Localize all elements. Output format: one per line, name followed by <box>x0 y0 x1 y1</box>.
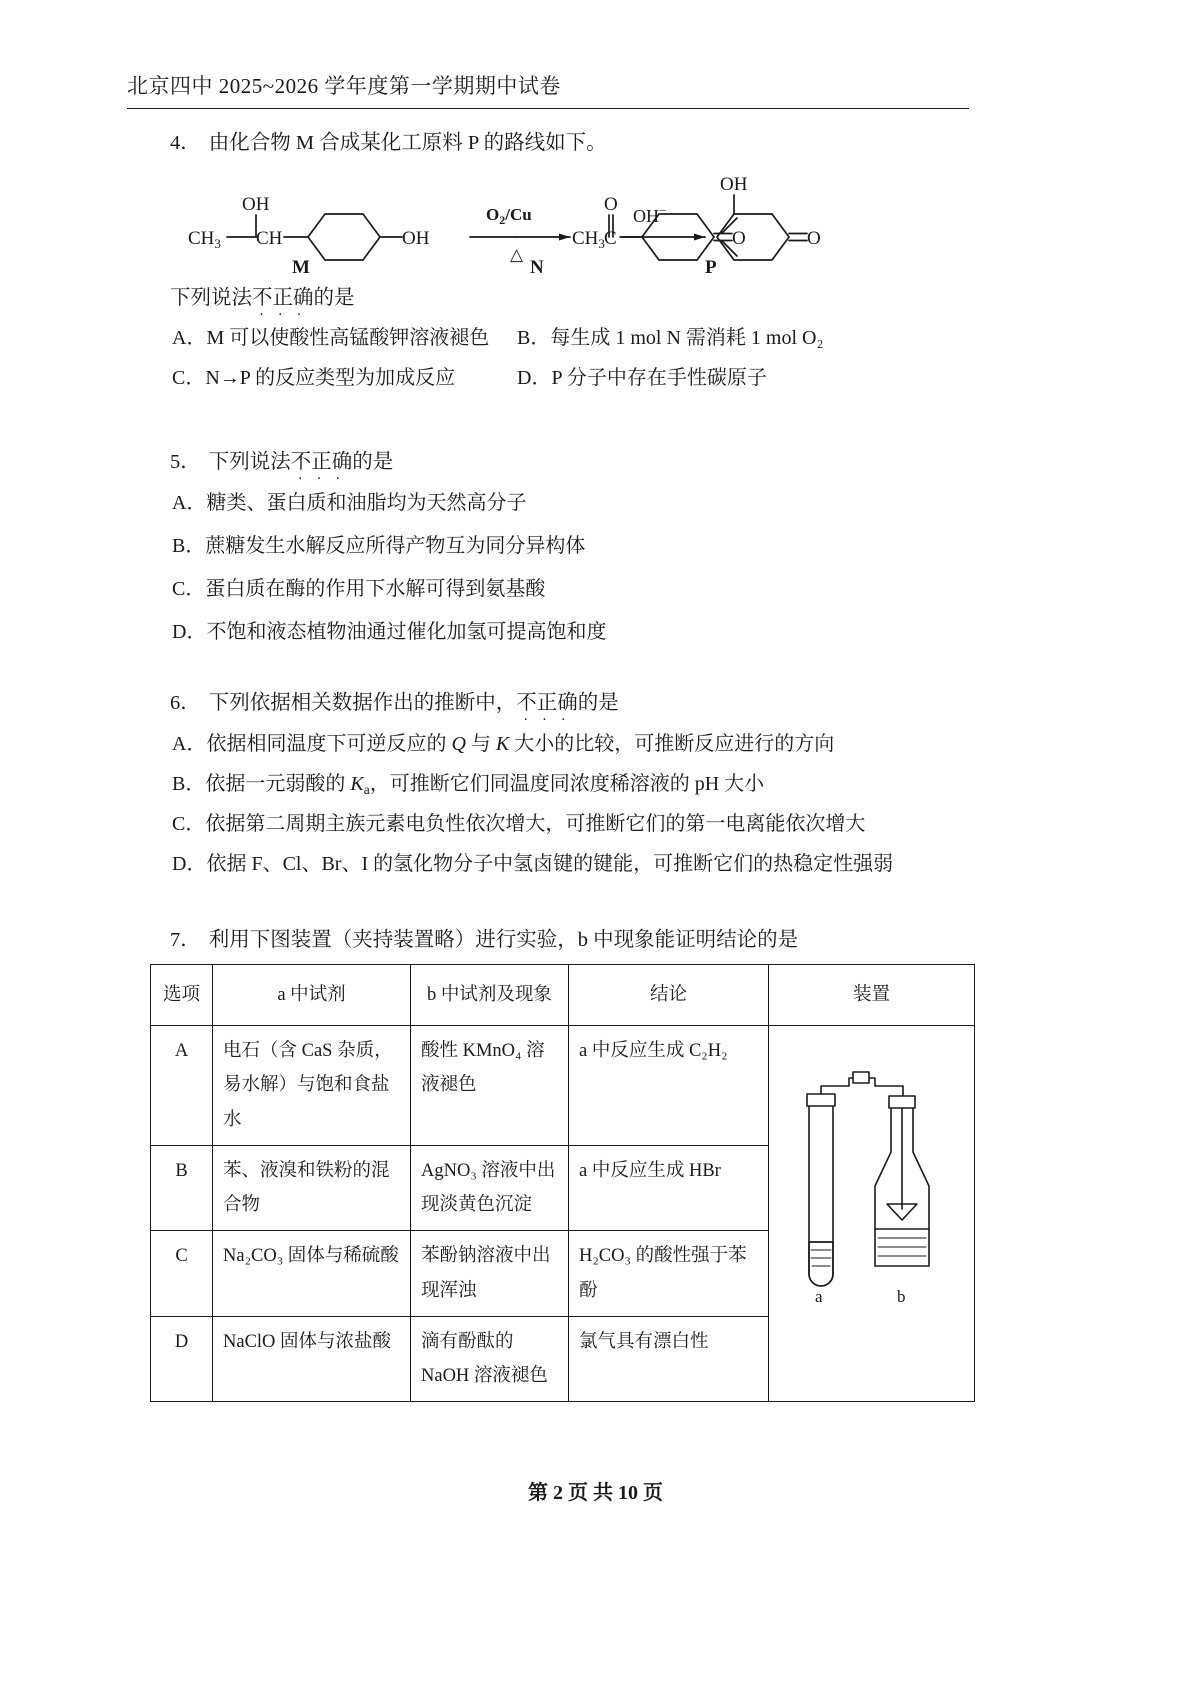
question-4-stem <box>170 128 607 159</box>
header-divider <box>127 108 969 109</box>
option-tag: A． <box>172 492 207 514</box>
option-text: M 可以使酸性高锰酸钾溶液褪色 <box>206 327 490 349</box>
table-header-row <box>151 965 975 1026</box>
page-header <box>127 70 969 109</box>
question-6-stem-pre: 下列依据相关数据作出的推断中， <box>208 692 517 714</box>
row-conclusion: a 中反应生成 HBr <box>569 1145 769 1230</box>
option-tag: A． <box>172 733 207 755</box>
question-6-stem <box>170 688 619 719</box>
apparatus-diagram <box>779 1034 969 1344</box>
question-7-number: 7． <box>170 929 201 951</box>
scheme-n-carbonyl-c: C <box>604 228 617 249</box>
scheme-p-ketone-o: O <box>807 228 821 249</box>
experiment-table-wrapper <box>150 964 974 1402</box>
question-5-stem-post: 的是 <box>352 451 394 473</box>
question-4-option-d[interactable] <box>517 363 767 393</box>
option-text: 不饱和液态植物油通过催化加氢可提高饱和度 <box>206 621 607 643</box>
scheme-m-hydroxyl-top: OH <box>242 194 270 215</box>
row-conclusion: H₂CO₃ 的酸性强于苯酚 <box>569 1231 769 1316</box>
option-tag: B． <box>172 773 206 795</box>
row-option-label: B <box>151 1145 213 1230</box>
question-5-option-a[interactable] <box>172 488 526 518</box>
question-6-option-d[interactable] <box>172 849 893 879</box>
question-4-substem-pre: 下列说法 <box>170 287 252 309</box>
scheme-m-hydroxyl-right: OH <box>402 228 430 249</box>
question-4-options-row-2 <box>172 363 767 393</box>
option-text-pre: 依据一元弱酸的 <box>205 773 351 795</box>
scheme-n-ch3: $CH_3$ <box>572 228 605 251</box>
row-conclusion: a 中反应生成 C₂H₂ <box>569 1026 769 1146</box>
option-text-pre: 依据相同温度下可逆反应的 <box>206 733 452 755</box>
symbol-ka: K <box>350 773 364 795</box>
symbol-k: K <box>495 733 510 755</box>
row-option-label: A <box>151 1026 213 1146</box>
scheme-n-ketone-o: O <box>732 228 746 249</box>
question-7-stem <box>170 925 798 956</box>
symbol-ka-subscript: a <box>363 781 370 797</box>
option-tag: D． <box>172 853 207 875</box>
row-conclusion: 氯气具有漂白性 <box>569 1316 769 1401</box>
scheme-reagent-hydroxide: OH− <box>633 203 667 226</box>
question-5-number: 5． <box>170 451 201 473</box>
question-4-substem <box>170 283 355 314</box>
scheme-m-ch3: $CH_3$ <box>188 228 221 251</box>
row-option-label: D <box>151 1316 213 1401</box>
option-text: 依据 F、Cl、Br、I 的氢化物分子中氢卤键的键能，可推断它们的热稳定性强弱 <box>206 853 894 875</box>
apparatus-diagram-cell <box>769 1026 975 1402</box>
option-text: 每生成 1 mol N 需消耗 1 mol O₂ <box>550 327 824 349</box>
scheme-reagent-o2-cu: $O_2/Cu$ <box>486 205 532 227</box>
experiment-table <box>150 964 975 1402</box>
question-6-option-c[interactable] <box>172 809 865 839</box>
question-5-stem-pre: 下列说法 <box>208 451 291 473</box>
option-tag: D． <box>517 367 552 389</box>
option-text: 蔗糖发生水解反应所得产物互为同分异构体 <box>205 535 586 557</box>
page-footer: 第 2 页 共 10 页 <box>528 1482 663 1504</box>
header-option: 选项 <box>151 965 213 1026</box>
question-4-option-b[interactable] <box>517 323 823 353</box>
row-reagent-a: Na₂CO₃ 固体与稀硫酸 <box>213 1231 411 1316</box>
apparatus-label-a: a <box>815 1287 823 1307</box>
row-reagent-b: 苯酚钠溶液中出现浑浊 <box>411 1231 569 1316</box>
question-5-stem-emphasis: 不正确 · · · <box>291 447 353 478</box>
option-text: N→P 的反应类型为加成反应 <box>205 367 456 389</box>
question-6-option-b[interactable] <box>172 769 764 800</box>
scheme-m-ch: CH <box>256 228 283 249</box>
question-4-substem-emphasis: 不正确 · · · <box>252 283 314 314</box>
scheme-compound-labels <box>180 255 800 281</box>
option-text: 蛋白质在酶的作用下水解可得到氨基酸 <box>205 578 546 600</box>
question-6-stem-post: 的是 <box>577 692 619 714</box>
question-6-number: 6． <box>170 692 201 714</box>
question-4-options-row-1 <box>172 323 823 353</box>
option-tag: D． <box>172 621 207 643</box>
header-reagent-b: b 中试剂及现象 <box>411 965 569 1026</box>
row-reagent-a: NaClO 固体与浓盐酸 <box>213 1316 411 1401</box>
option-tag: B． <box>172 535 206 557</box>
option-text: 依据第二周期主族元素电负性依次增大，可推断它们的第一电离能依次增大 <box>205 813 866 835</box>
row-reagent-a: 电石（含 CaS 杂质，易水解）与饱和食盐水 <box>213 1026 411 1146</box>
question-7-text: 利用下图装置（夹持装置略）进行实验，b 中现象能证明结论的是 <box>208 929 799 951</box>
scheme-label-n: N <box>530 257 544 278</box>
option-text-mid: 与 <box>465 733 496 755</box>
option-text: 糖类、蛋白质和油脂均为天然高分子 <box>206 492 527 514</box>
row-reagent-b: 酸性 KMnO₄ 溶液褪色 <box>411 1026 569 1146</box>
question-4-number: 4． <box>170 132 201 154</box>
scheme-p-hydroxyl: OH <box>720 174 748 195</box>
row-reagent-a: 苯、液溴和铁粉的混合物 <box>213 1145 411 1230</box>
apparatus-label-b: b <box>897 1287 906 1307</box>
question-5-stem <box>170 447 393 478</box>
option-text-post: ，可推断它们同温度同浓度稀溶液的 pH 大小 <box>369 773 765 795</box>
option-tag: C． <box>172 367 206 389</box>
scheme-n-carbonyl-o: O <box>604 194 618 215</box>
header-device: 装置 <box>769 965 975 1026</box>
row-reagent-b: 滴有酚酞的 NaOH 溶液褪色 <box>411 1316 569 1401</box>
option-tag: C． <box>172 578 206 600</box>
scheme-label-p: P <box>705 257 717 278</box>
option-tag: C． <box>172 813 206 835</box>
scheme-label-m: M <box>292 257 310 278</box>
option-text: P 分子中存在手性碳原子 <box>551 367 767 389</box>
row-option-label: C <box>151 1231 213 1316</box>
question-4-option-c[interactable] <box>172 363 517 393</box>
option-tag: A． <box>172 327 207 349</box>
header-conclusion: 结论 <box>569 965 769 1026</box>
question-4-option-a[interactable] <box>172 323 517 353</box>
option-text-post: 大小的比较，可推断反应进行的方向 <box>509 733 835 755</box>
row-reagent-b: AgNO₃ 溶液中出现淡黄色沉淀 <box>411 1145 569 1230</box>
question-5-option-b[interactable] <box>172 531 585 561</box>
question-5-option-c[interactable] <box>172 574 545 604</box>
question-4-text: 由化合物 M 合成某化工原料 P 的路线如下。 <box>208 132 607 154</box>
header-reagent-a: a 中试剂 <box>213 965 411 1026</box>
question-6-option-a[interactable] <box>172 729 834 759</box>
header-title: 北京四中 2025~2026 学年度第一学期期中试卷 <box>127 74 561 98</box>
symbol-q: Q <box>451 733 466 755</box>
table-row[interactable] <box>151 1026 975 1146</box>
option-tag: B． <box>517 327 551 349</box>
question-6-stem-emphasis: 不正确 · · · <box>516 688 578 719</box>
scheme-reagent-heat: △ <box>510 245 524 264</box>
question-4-substem-post: 的是 <box>313 287 355 309</box>
question-5-option-d[interactable] <box>172 617 606 647</box>
